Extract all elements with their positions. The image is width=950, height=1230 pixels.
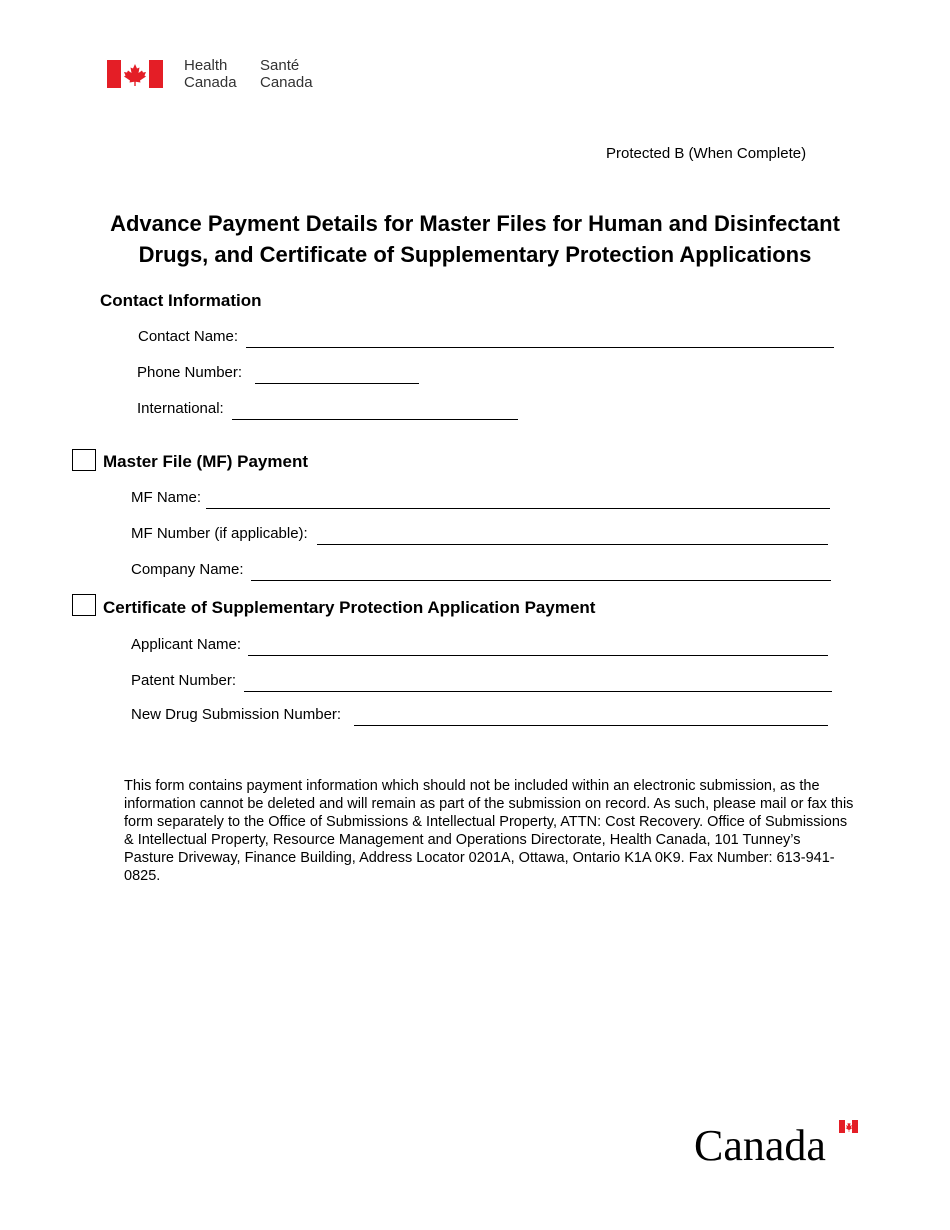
csp-section-heading: Certificate of Supplementary Protection Application Payment <box>103 598 596 617</box>
nds-number-field[interactable] <box>131 706 828 726</box>
mf-name-label: MF Name: <box>131 489 202 506</box>
mf-name-input-line[interactable] <box>206 508 830 509</box>
company-name-label: Company Name: <box>131 561 244 578</box>
applicant-name-input-line[interactable] <box>248 655 828 656</box>
phone-number-label: Phone Number: <box>137 364 243 381</box>
department-name-english <box>184 57 237 91</box>
mf-payment-checkbox[interactable] <box>72 449 96 471</box>
patent-number-label: Patent Number: <box>131 672 237 689</box>
phone-number-input-line[interactable] <box>255 383 419 384</box>
mf-number-input-line[interactable] <box>317 544 828 545</box>
nds-number-input-line[interactable] <box>354 725 828 726</box>
nds-number-label: New Drug Submission Number: <box>131 706 342 723</box>
form-title: Advance Payment Details for Master Files for Human and Disinfectant Drugs, and Certificate of Supplementary Protection Applications <box>110 211 840 267</box>
company-name-input-line[interactable] <box>251 580 831 581</box>
department-name-french <box>260 57 313 91</box>
mf-name-field[interactable] <box>131 489 830 509</box>
csp-payment-checkbox[interactable] <box>72 594 96 616</box>
international-input-line[interactable] <box>232 419 518 420</box>
international-field[interactable] <box>137 400 518 420</box>
contact-name-label: Contact Name: <box>138 328 239 345</box>
canada-flag-icon <box>107 60 163 88</box>
canada-wordmark-text: Canada <box>694 1121 826 1164</box>
mf-section-heading: Master File (MF) Payment <box>103 452 308 471</box>
applicant-name-field[interactable] <box>131 636 828 656</box>
submission-notice: This form contains payment information which should not be included within an electronic submission, as the information cannot be deleted and will remain as part of the submission on record. As such, please mail or fax this form separately to the Office of Submissions & Intellectual Property, ATTN: Cost Recovery. Office of Submissions & Intellectual Property, Resource Management and Operations Directorate, Health Canada, 101 Tunney’s Pasture Driveway, Finance Building, Address Locator 0201A, Ottawa, Ontario K1A 0K9. Fax Number: 613-941-0825. <box>124 778 854 884</box>
mf-number-label: MF Number (if applicable): <box>131 525 308 542</box>
dept-en-line1: Health <box>184 57 228 74</box>
mf-number-field[interactable] <box>131 525 828 545</box>
applicant-name-label: Applicant Name: <box>131 636 242 653</box>
wordmark-flag-icon <box>846 1121 853 1132</box>
dept-en-line2: Canada <box>184 74 237 91</box>
contact-section-heading: Contact Information <box>100 291 262 310</box>
contact-name-input-line[interactable] <box>246 347 834 348</box>
contact-name-field[interactable] <box>138 328 834 348</box>
patent-number-input-line[interactable] <box>244 691 832 692</box>
phone-number-field[interactable] <box>137 364 419 384</box>
dept-fr-line1: Santé <box>260 57 300 74</box>
company-name-field[interactable] <box>131 561 831 581</box>
patent-number-field[interactable] <box>131 672 832 692</box>
international-label: International: <box>137 400 224 417</box>
dept-fr-line2: Canada <box>260 74 313 91</box>
classification-label: Protected B (When Complete) <box>606 145 807 162</box>
canada-wordmark <box>694 1118 862 1164</box>
